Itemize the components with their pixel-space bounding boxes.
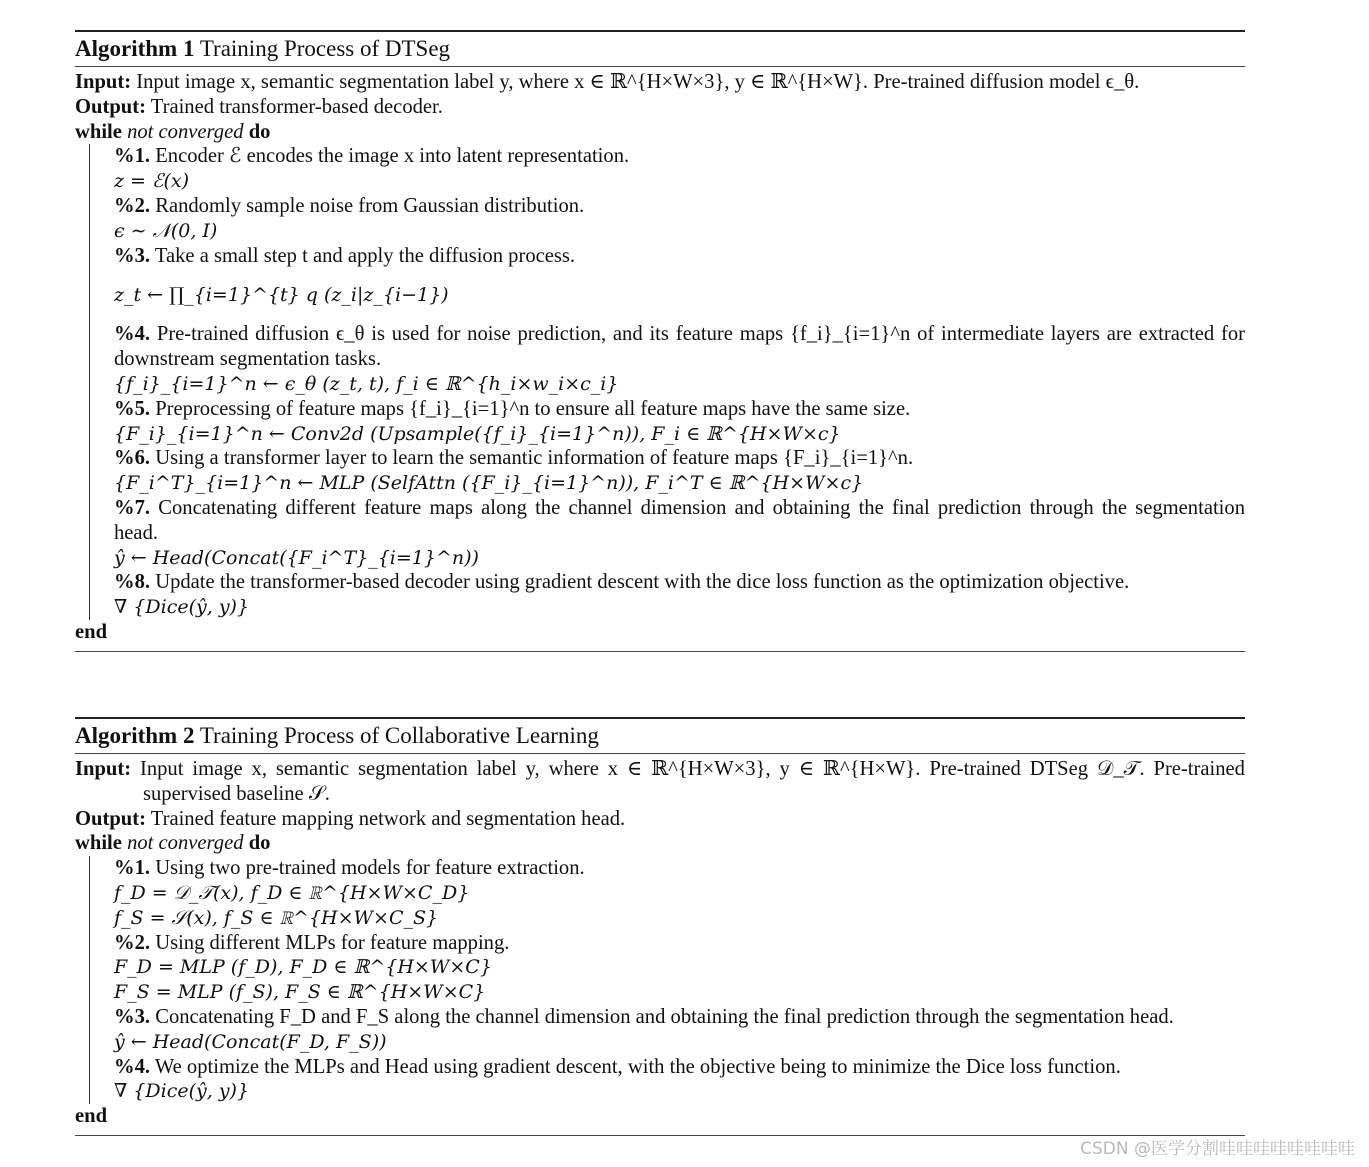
input-line <box>75 757 1245 807</box>
step-comment: %4. Pre-trained diffusion ϵ_θ is used for noise prediction, and its feature maps {f_i}_{i=1}^n of intermediate layers are extracted for downstream segmentation tasks. <box>114 323 1245 371</box>
output-keyword: Output: <box>75 807 146 830</box>
step-formula: ϵ ∼ 𝒩(0, I) <box>114 219 218 242</box>
step-comment: %4. We optimize the MLPs and Head using gradient descent, with the objective being to minimize the Dice loss function. <box>114 1055 1121 1078</box>
algorithm-title: Training Process of DTSeg <box>199 36 451 61</box>
step-comment: %8. Update the transformer-based decoder using gradient descent with the dice loss function as the optimization objective. <box>114 571 1130 594</box>
output-line <box>75 95 1245 120</box>
while-keyword: while <box>75 120 122 143</box>
step-comment: %3. Concatenating F_D and F_S along the channel dimension and obtaining the final prediction through the segmentation head. <box>114 1005 1174 1028</box>
output-text: Trained feature mapping network and segmentation head. <box>150 807 626 830</box>
algorithm-title: Training Process of Collaborative Learning <box>199 723 599 748</box>
step-formula: ∇ {Dice(ŷ, y)} <box>114 1080 250 1103</box>
step-comment: %2. Randomly sample noise from Gaussian distribution. <box>114 194 585 217</box>
algorithm-label: Algorithm 2 <box>75 723 195 748</box>
input-line <box>75 70 1245 95</box>
input-keyword: Input: <box>75 71 132 93</box>
loop-body <box>89 856 1245 1104</box>
step-formula: f_S = 𝒮(x), f_S ∈ ℝ^{H×W×C_S} <box>114 906 439 929</box>
step-formula: z_t ← ∏_{i=1}^{t} q (z_i|z_{i−1}) <box>114 284 449 307</box>
step-formula: F_S = MLP (f_S), F_S ∈ ℝ^{H×W×C} <box>114 981 486 1004</box>
while-condition: not converged <box>127 832 244 855</box>
bottom-rule <box>75 651 1245 652</box>
step-formula: {F_i}_{i=1}^n ← Conv2d (Upsample({f_i}_{i=1}^n)), F_i ∈ ℝ^{H×W×c} <box>114 422 841 445</box>
output-text: Trained transformer-based decoder. <box>150 95 443 118</box>
watermark: CSDN @医学分割哇哇哇哇哇哇哇哇 <box>1080 1139 1355 1159</box>
while-keyword: while <box>75 832 122 855</box>
step-comment: %1. Using two pre-trained models for feature extraction. <box>114 857 585 880</box>
input-text: Input image x, semantic segmentation label y, where x ∈ ℝ^{H×W×3}, y ∈ ℝ^{H×W}. Pre-trained diffusion model ϵ_θ. <box>136 71 1140 93</box>
algorithm-label: Algorithm 1 <box>75 36 195 61</box>
input-text: Input image x, semantic segmentation label y, where x ∈ ℝ^{H×W×3}, y ∈ ℝ^{H×W}. Pre-trained DTSeg 𝒟_𝒯. Pre-trained supervised baseline 𝒮. <box>139 758 1245 805</box>
step-formula: z = ℰ(x) <box>114 170 190 193</box>
end-keyword: end <box>75 1105 108 1128</box>
header-rule <box>75 66 1245 67</box>
algorithm-header <box>75 32 1245 66</box>
step-comment: %2. Using different MLPs for feature mapping. <box>114 931 510 954</box>
step-formula: {f_i}_{i=1}^n ← ϵ_θ (z_t, t), f_i ∈ ℝ^{h_i×w_i×c_i} <box>114 372 619 395</box>
step-formula: {F_i^T}_{i=1}^n ← MLP (SelfAttn ({F_i}_{i=1}^n)), F_i^T ∈ ℝ^{H×W×c} <box>114 472 864 495</box>
algorithm-1 <box>75 30 1245 652</box>
header-rule <box>75 753 1245 754</box>
step-formula: f_D = 𝒟_𝒯(x), f_D ∈ ℝ^{H×W×C_D} <box>114 881 470 904</box>
step-formula: ∇ {Dice(ŷ, y)} <box>114 596 250 619</box>
step-formula: F_D = MLP (f_D), F_D ∈ ℝ^{H×W×C} <box>114 956 492 979</box>
bottom-rule <box>75 1135 1245 1136</box>
input-keyword: Input: <box>75 758 132 780</box>
step-comment: %5. Preprocessing of feature maps {f_i}_{i=1}^n to ensure all feature maps have the same size. <box>114 397 911 420</box>
step-comment: %3. Take a small step t and apply the diffusion process. <box>114 244 576 267</box>
step-formula: ŷ ← Head(Concat({F_i^T}_{i=1}^n)) <box>114 546 479 569</box>
while-line <box>75 120 1245 145</box>
do-keyword: do <box>248 832 271 855</box>
loop-body <box>89 144 1245 620</box>
step-comment: %1. Encoder ℰ encodes the image x into latent representation. <box>114 145 630 168</box>
step-formula: ŷ ← Head(Concat(F_D, F_S)) <box>114 1030 387 1053</box>
step-comment: %7. Concatenating different feature maps along the channel dimension and obtaining the final prediction through the segmentation head. <box>114 496 1245 544</box>
end-keyword: end <box>75 620 108 643</box>
while-condition: not converged <box>127 120 244 143</box>
algorithm-header <box>75 719 1245 753</box>
step-comment: %6. Using a transformer layer to learn the semantic information of feature maps {F_i}_{i=1}^n. <box>114 447 914 470</box>
while-line <box>75 831 1245 856</box>
algorithm-2 <box>75 717 1245 1136</box>
output-line <box>75 807 1245 832</box>
output-keyword: Output: <box>75 95 146 118</box>
do-keyword: do <box>248 120 271 143</box>
